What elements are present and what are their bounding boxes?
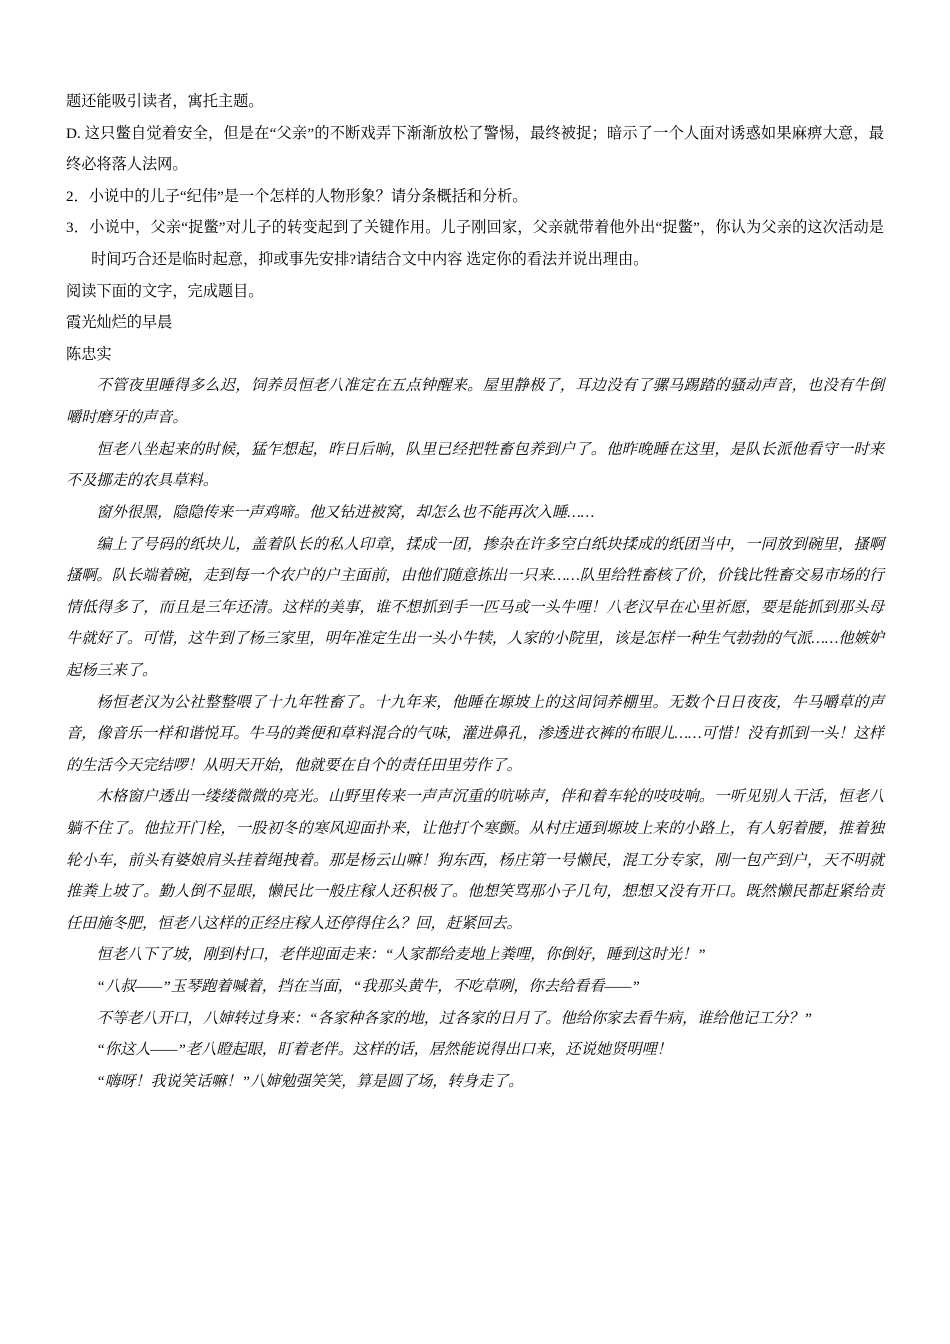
- passage-title: 霞光灿烂的早晨: [66, 314, 173, 332]
- document-body: [66, 86, 884, 1098]
- passage-paragraph-9: 不等老八开口，八婶转过身来：“各家种各家的地，过各家的日月了。他给你家去看牛病，谁给他记工分？”: [96, 1009, 812, 1027]
- passage-paragraph-11: “嗨呀！我说笑话嘛！”八婶勉强笑笑，算是圆了场，转身走了。: [96, 1072, 524, 1090]
- passage-author: 陈忠实: [66, 345, 112, 363]
- passage-paragraph-1: 不管夜里睡得多么迟，饲养员恒老八准定在五点钟醒来。屋里静极了，耳边没有了骡马踢踏的骚动声音，也没有牛倒嚼时磨牙的声音。: [66, 377, 884, 427]
- passage-paragraph-2: 恒老八坐起来的时候，猛乍想起，昨日后晌，队里已经把牲畜包养到户了。他昨晚睡在这里，是队长派他看守一时来不及挪走的农具草料。: [66, 440, 884, 490]
- passage-paragraph-4: 编上了号码的纸块儿，盖着队长的私人印章，揉成一团，掺杂在许多空白纸块揉成的纸团当中，一同放到碗里，搔啊搔啊。队长端着碗，走到每一个农户的户主面前，由他们随意拣出一只来……队里给牲畜核了价，价钱比牲畜交易市场的行情低得多了，而且是三年还清。这样的美事，谁不想抓到手一匹马或一头牛哩！八老汉早在心里祈愿，要是能抓到那头母牛就好了。可惜，这牛到了杨三家里，明年准定生出一头小牛犊，人家的小院里，该是怎样一种生气勃勃的气派……他嫉妒起杨三来了。: [66, 535, 884, 679]
- option-d-text: D. 这只鳖自觉着安全，但是在“父亲”的不断戏弄下渐渐放松了警惕，最终被捉；暗示了一个人面对诱惑如果麻痹大意，最终必将落人法网。: [66, 124, 884, 174]
- passage-paragraph-3: 窗外很黑，隐隐传来一声鸡啼。他又钻进被窝，却怎么也不能再次入睡……: [96, 503, 595, 521]
- reading-prompt: 阅读下面的文字，完成题目。: [66, 282, 264, 300]
- paragraph-fragment-top: 题还能吸引读者，寓托主题。: [66, 93, 264, 110]
- passage-paragraph-6: 木格窗户透出一缕缕微微的亮光。山野里传来一声声沉重的吭哧声，伴和着车轮的吱吱响。一听见别人干活，恒老八躺不住了。他拉开门栓，一股初冬的寒风迎面扑来，让他打个寒颤。从村庄通到塬坡上来的小路上，有人躬着腰，推着独轮小车，前头有婆娘肩头挂着绳拽着。那是杨云山嘛！狗东西，杨庄第一号懒民，混工分专家，刚一包产到户，天不明就推粪上坡了。勤人倒不显眼，懒民比一般庄稼人还积极了。他想笑骂那小子几句，想想又没有开口。既然懒民都赶紧给责任田施冬肥，恒老八这样的正经庄稼人还停得住么？回，赶紧回去。: [66, 788, 884, 932]
- passage-paragraph-7: 恒老八下了坡，刚到村口，老伴迎面走来：“人家都给麦地上粪哩，你倒好，睡到这时光！”: [96, 946, 706, 964]
- question-2: 2．小说中的儿子“纪伟”是一个怎样的人物形象？请分条概括和分析。: [66, 187, 528, 205]
- passage-paragraph-10: “你这人——”老八瞪起眼，盯着老伴。这样的话，居然能说得出口来，还说她贤明哩！: [96, 1041, 672, 1059]
- question-3: 3．小说中，父亲“捉鳖”对儿子的转变起到了关键作用。儿子刚回家，父亲就带着他外出“捉鳖”，你认为父亲的这次活动是时间巧合还是临时起意，抑或事先安排?请结合文中内容 选定你的看法并说出理由。: [66, 219, 884, 269]
- passage-body: [66, 370, 884, 1097]
- passage-paragraph-5: 杨恒老汉为公社整整喂了十九年牲畜了。十九年来，他睡在塬坡上的这间饲养棚里。无数个日日夜夜，牛马嚼草的声音，像音乐一样和谐悦耳。牛马的粪便和草料混合的气味，灌进鼻孔，渗透进衣裤的布眼儿……可惜！没有抓到一头！这样的生活今天完结啰！从明天开始，他就要在自个的责任田里劳作了。: [66, 693, 884, 774]
- passage-paragraph-8: “八叔——”玉琴跑着喊着，挡在当面，“我那头黄牛，不吃草咧，你去给看看——”: [96, 978, 640, 996]
